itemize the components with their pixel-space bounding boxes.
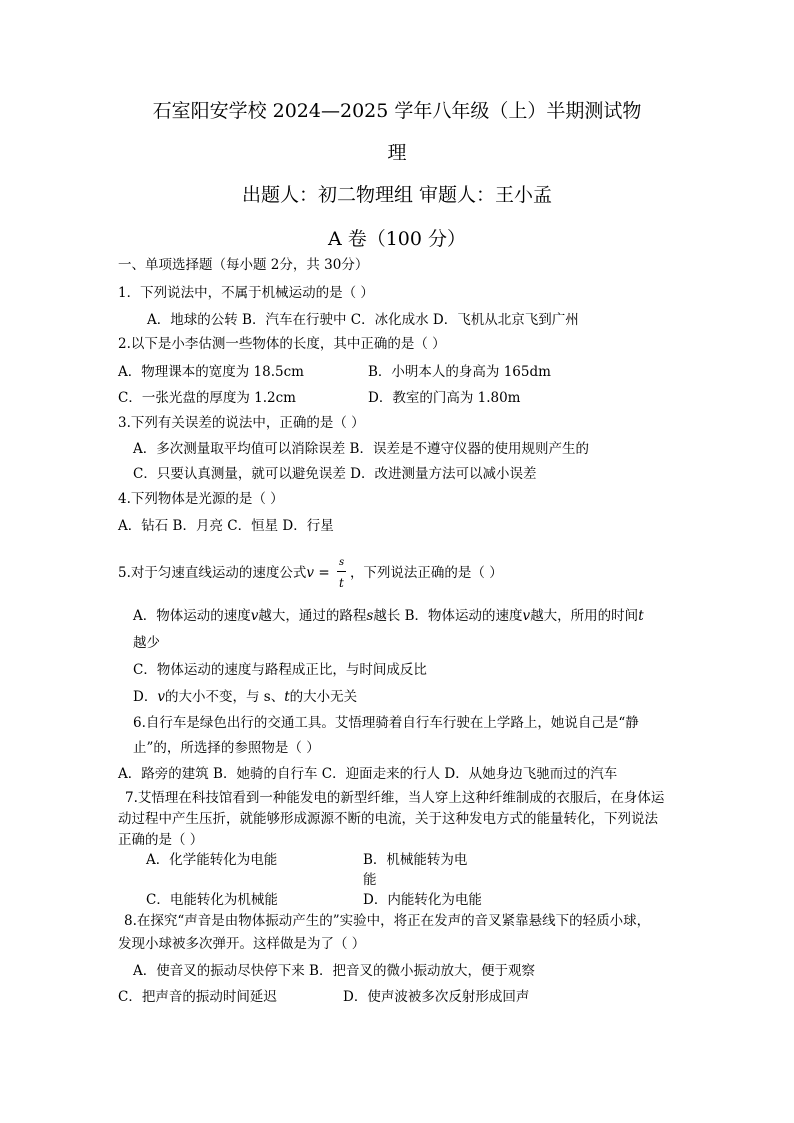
question-7-option-d: D．内能转化为电能 xyxy=(363,892,482,908)
time-symbol: t xyxy=(638,608,644,624)
question-5-stem-prefix: 5.对于匀速直线运动的速度公式 xyxy=(118,565,307,581)
part-heading: 一、单项选择题（每小题 2分，共 30分） xyxy=(118,257,369,273)
question-7-stem: 7.艾悟理在科技馆看到一种能发电的新型纤维，当人穿上这种纤维制成的衣服后，在身体运 xyxy=(125,790,665,806)
question-5-option-b-wrap: 越少 xyxy=(133,635,160,651)
question-8-options-ab: A．使音叉的振动尽快停下来 B．把音叉的微小振动放大，便于观察 xyxy=(133,963,535,979)
question-6-stem-continued: 止”的，所选择的参照物是（ ） xyxy=(133,740,320,756)
exam-title-continued: 理 xyxy=(387,142,407,164)
question-2-stem: 2.以下是小李估测一些物体的长度，其中正确的是（ ） xyxy=(118,336,446,352)
option-text: 的大小无关 xyxy=(289,689,358,705)
question-8-stem-continued: 发现小球被多次弹开。这样做是为了（ ） xyxy=(118,936,366,952)
question-4-stem: 4.下列物体是光源的是（ ） xyxy=(118,491,284,507)
question-8-stem: 8.在探究“声音是由物体振动产生的”实验中，将正在发声的音叉紧靠悬线下的轻质小球， xyxy=(124,913,651,929)
question-7-option-c: C．电能转化为机械能 xyxy=(146,892,278,908)
question-5-option-d xyxy=(133,688,357,706)
question-2-option-c: C．一张光盘的厚度为 1.2cm xyxy=(118,390,296,406)
formula-velocity-symbol: v xyxy=(306,565,315,581)
exam-title: 石室阳安学校 2024—2025 学年八年级（上）半期测试物 xyxy=(152,100,642,122)
formula-denominator: t xyxy=(338,576,344,590)
question-6-options: A．路旁的建筑 B．她骑的自行车 C．迎面走来的行人 D．从她身边飞驰而过的汽车 xyxy=(118,766,618,782)
question-8-option-c: C．把声音的振动时间延迟 xyxy=(118,989,277,1005)
question-5-stem xyxy=(118,557,503,590)
question-7-stem-end: 正确的是（ ） xyxy=(118,832,204,848)
question-2-option-b: B．小明本人的身高为 165dm xyxy=(368,364,551,380)
velocity-symbol: v xyxy=(157,689,165,705)
fraction-bar xyxy=(337,571,346,572)
question-1-options: A．地球的公转 B．汽车在行驶中 C．冰化成水 D．飞机从北京飞到广州 xyxy=(147,312,579,328)
question-6-stem: 6.自行车是绿色出行的交通工具。艾悟理骑着自行车行驶在上学路上，她说自己是“静 xyxy=(133,715,639,731)
formula-fraction xyxy=(336,557,348,590)
question-5-stem-suffix: ，下列说法正确的是（ ） xyxy=(349,565,503,581)
option-text: D． xyxy=(133,689,158,705)
question-7-option-b: B．机械能转为电 xyxy=(363,852,468,868)
question-8-option-d: D．使声波被多次反射形成回声 xyxy=(343,989,530,1005)
question-3-options-ab: A．多次测量取平均值可以消除误差 B．误差是不遵守仪器的使用规则产生的 xyxy=(133,441,589,457)
formula-numerator: s xyxy=(338,557,345,568)
distance-symbol: s xyxy=(366,608,374,624)
time-symbol: t xyxy=(284,689,290,705)
option-text: 越大，通过的路程 xyxy=(258,608,367,624)
exam-authors: 出题人：初二物理组 审题人：王小孟 xyxy=(241,184,553,206)
section-heading: A 卷（100 分） xyxy=(327,228,467,250)
question-3-options-cd: C．只要认真测量，就可以避免误差 D．改进测量方法可以减小误差 xyxy=(133,466,537,482)
option-text: 越长 B．物体运动的速度 xyxy=(373,608,523,624)
velocity-symbol: v xyxy=(522,608,531,624)
question-7-option-b-wrap: 能 xyxy=(363,872,377,888)
question-5-options-ab xyxy=(133,607,644,625)
velocity-symbol: v xyxy=(250,608,259,624)
option-text: A．物体运动的速度 xyxy=(133,608,251,624)
question-2-option-a: A．物理课本的宽度为 18.5cm xyxy=(118,364,304,380)
question-4-options: A．钻石 B．月亮 C．恒星 D．行星 xyxy=(118,518,334,534)
option-text: 的大小不变，与 s、 xyxy=(164,689,285,705)
question-1-stem: 1．下列说法中，不属于机械运动的是（ ） xyxy=(118,285,374,301)
question-7-option-a: A．化学能转化为电能 xyxy=(146,852,278,868)
option-text: 越大，所用的时间 xyxy=(530,608,639,624)
question-3-stem: 3.下列有关误差的说法中，正确的是（ ） xyxy=(118,415,365,431)
question-5-option-c: C．物体运动的速度与路程成正比，与时间成反比 xyxy=(133,662,427,678)
question-2-option-d: D．教室的门高为 1.80m xyxy=(368,390,521,406)
formula-equals: = xyxy=(314,565,334,581)
question-7-stem-continued: 动过程中产生压折，就能够形成源源不断的电流，关于这种发电方式的能量转化，下列说法 xyxy=(118,811,658,827)
